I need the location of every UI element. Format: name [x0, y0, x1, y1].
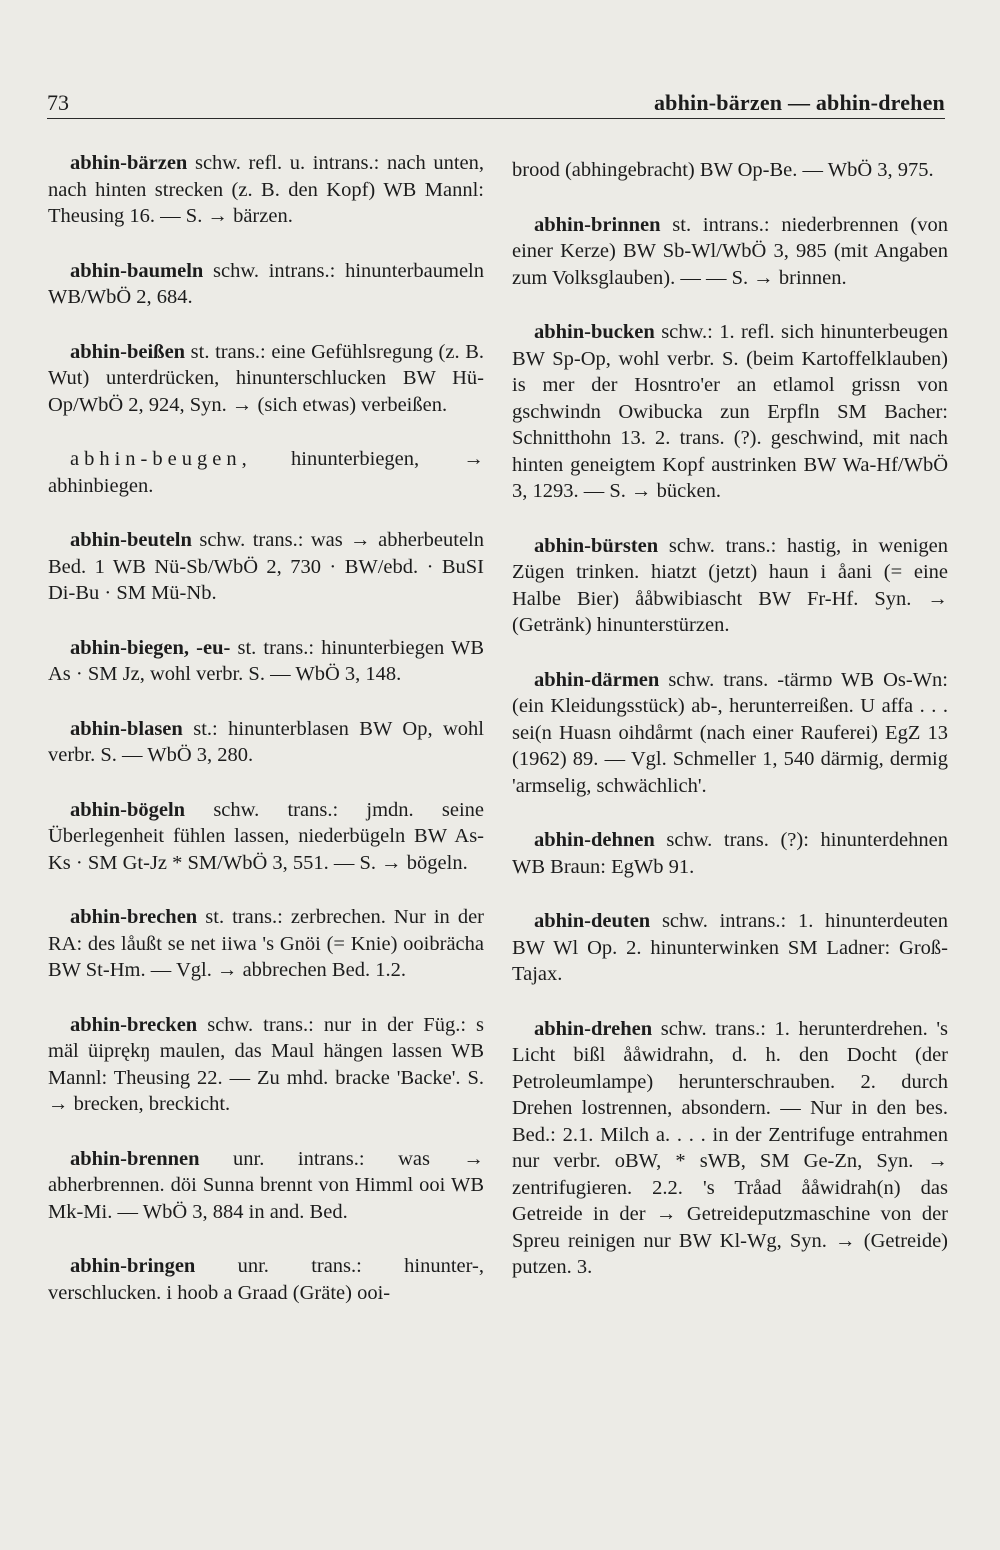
dictionary-entry — [512, 667, 948, 800]
entry-text: st. trans.: hinunterbiegen WB As · SM Jz, wohl verbr. S. — WbÖ 3, 148. — [48, 636, 484, 685]
lemma: abhin-biegen, -eu- — [70, 636, 231, 659]
entry-text: schw. refl. u. intrans.: nach unten, nach hinten strecken (z. B. den Kopf) WB Mannl: Theusing 16. — S. → bärzen. — [48, 152, 484, 227]
dictionary-entry — [48, 527, 484, 607]
lemma: abhin-beuteln — [70, 529, 192, 551]
dictionary-entry — [512, 319, 948, 505]
entry-text: schw. intrans.: 1. hinunterdeuten BW Wl Op. 2. hinunterwinken SM Ladner: Groß-Tajax. — [512, 910, 948, 985]
entry-text: st. trans.: zerbrechen. Nur in der RA: des låußt se net iiwa 's Gnöi (= Knie) ooibrächa BW St-Hm. — Vgl. → abbrechen Bed. 1.2. — [48, 906, 484, 981]
dictionary-entry — [48, 797, 484, 877]
lemma: abhin-bringen — [70, 1255, 196, 1277]
lemma: abhin-baumeln — [70, 259, 204, 282]
page-header — [47, 88, 945, 119]
right-column — [512, 157, 948, 1309]
entry-text: schw. trans.: 1. herunterdrehen. 's Licht bißl ååwidrahn, d. h. den Docht (der Petroleumlampe) herunterschrauben. 2. durch Drehen lostrennen, absondern. — Nur in den bes. Bed.: 2.1. Milch a. . . . in der Zentrifuge entrahmen nur verbr. oBW, * sWB, SM Ge-Zn, Syn. → zentrifugieren. 2.2. 's Tråad ååwidrah(n) das Getreide in der → Getreideputzmaschine von der Spreu reinigen nur BW Kl-Wg, Syn. → (Getreide) putzen. 3. — [512, 1017, 948, 1278]
entry-text: unr. intrans.: was → abherbrennen. döi Sunna brennt von Himml ooi WB Mk-Mi. — WbÖ 3, 884 in and. Bed. — [48, 1147, 484, 1223]
page-number: 73 — [47, 90, 69, 115]
lemma: abhin-drehen — [534, 1017, 653, 1040]
entry-text: schw. trans.: was → abherbeuteln Bed. 1 WB Nü-Sb/WbÖ 2, 730 · BW/ebd. · BuSI Di-Bu · SM Mü-Nb. — [48, 529, 484, 604]
lemma: abhin-brinnen — [534, 213, 661, 236]
entry-text: st. trans.: eine Gefühlsregung (z. B. Wut) unterdrücken, hinunterschlucken BW Hü-Op/WbÖ 2, 924, Syn. → (sich etwas) verbeißen. — [48, 340, 484, 416]
dictionary-entry — [512, 908, 948, 988]
entry-text: schw.: 1. refl. sich hinunterbeugen BW Sp-Op, wohl verbr. S. (beim Kartoffelklauben) is mer der Hosntro'er an etlamol grissn von gschwindn Owibucka zun Erpfln SM Bacher: Schnitthohn 13. 2. trans. (?). geschwind, mit nach hinten geneigtem Kopf austrinken BW Wa-Hf/WbÖ 3, 1293. — S. → bücken. — [512, 321, 948, 502]
dictionary-entry — [48, 446, 484, 499]
lemma: abhin-brechen — [70, 906, 198, 928]
lemma: abhin-brecken — [70, 1013, 198, 1036]
dictionary-entry — [48, 904, 484, 984]
lemma: abhin-bögeln — [70, 798, 186, 821]
entry-text: schw. trans.: hastig, in wenigen Zügen trinken. hiatzt (jetzt) haun i åani (= eine Halbe Bier) ååbwibiascht BW Fr-Hf. Syn. → (Getränk) hinunterstürzen. — [512, 534, 948, 636]
lemma: abhin-beißen — [70, 340, 186, 363]
entry-text: schw. trans.: jmdn. seine Überlegenheit fühlen lassen, niederbügeln BW As-Ks · SM Gt-Jz * SM/WbÖ 3, 551. — S. → bögeln. — [48, 798, 484, 874]
entry-text: unr. trans.: hinunter-, verschlucken. i hoob a Graad (Gräte) ooi- — [48, 1255, 484, 1304]
entry-text: st. intrans.: niederbrennen (von einer Kerze) BW Sb-Wl/WbÖ 3, 985 (mit Angaben zum Volksglauben). — — S. → brinnen. — [512, 213, 948, 289]
entry-text: schw. trans. -tärmɒ WB Os-Wn: (ein Kleidungsstück) ab-, herunterreißen. U affa . . . sei(n Huasn oihdårmt (nach einer Rauferei) EgZ 13 (1962) 89. — Vgl. Schmeller 1, 540 därmig, dermig 'armselig, schwächlich'. — [512, 668, 948, 797]
lemma: abhin-därmen — [534, 668, 660, 691]
lemma: abhin-blasen — [70, 717, 183, 740]
left-column — [48, 150, 484, 1334]
entry-text: brood (abhingebracht) BW Op-Be. — WbÖ 3, 975. — [512, 159, 934, 181]
dictionary-entry — [48, 150, 484, 230]
lemma: abhin-brennen — [70, 1147, 200, 1170]
lemma: abhin-bucken — [534, 321, 655, 343]
dictionary-entry-continuation — [512, 157, 948, 184]
entry-text: , hinunterbiegen, → abhinbiegen. — [48, 448, 484, 497]
lemma: abhin-deuten — [534, 910, 651, 932]
lemma: abhin-beugen — [70, 448, 242, 470]
lemma: abhin-bärzen — [70, 152, 188, 174]
dictionary-entry — [48, 635, 484, 688]
dictionary-entry — [48, 339, 484, 419]
dictionary-entry — [512, 212, 948, 292]
dictionary-entry — [48, 1012, 484, 1118]
entry-text: st.: hinunterblasen BW Op, wohl verbr. S. — WbÖ 3, 280. — [48, 717, 484, 766]
dictionary-entry — [512, 533, 948, 639]
dictionary-entry — [512, 827, 948, 880]
lemma: abhin-dehnen — [534, 829, 655, 851]
entry-text: schw. intrans.: hinunterbaumeln WB/WbÖ 2, 684. — [48, 259, 484, 308]
entry-text: schw. trans. (?): hinunterdehnen WB Braun: EgWb 91. — [512, 829, 948, 878]
running-head: abhin-bärzen — abhin-drehen — [653, 90, 945, 115]
lemma: abhin-bürsten — [534, 534, 659, 557]
dictionary-entry — [48, 1146, 484, 1226]
dictionary-entry — [48, 716, 484, 769]
entry-text: schw. trans.: nur in der Füg.: s mäl üiprękŋ maulen, das Maul hängen lassen WB Mannl: Theusing 22. — Zu mhd. bracke 'Backe'. S. → brecken, breckicht. — [48, 1013, 484, 1115]
dictionary-entry — [48, 258, 484, 311]
dictionary-entry — [512, 1016, 948, 1281]
dictionary-entry — [48, 1253, 484, 1306]
